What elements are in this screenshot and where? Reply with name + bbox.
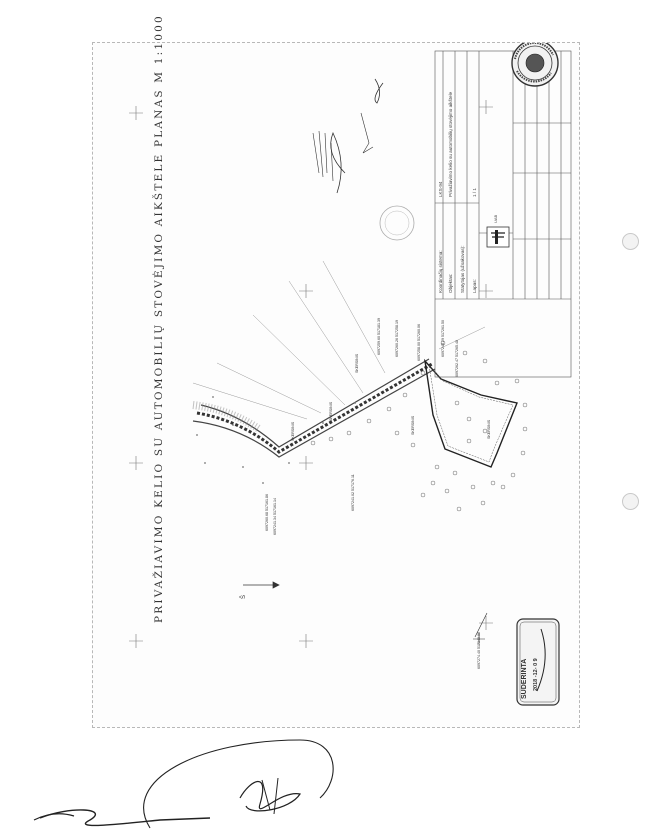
tb-label: Statytojas (užsakovas): — [460, 245, 465, 293]
tb-value: LKS-94 — [438, 181, 443, 197]
feature-label: SKERSINIS — [487, 419, 491, 439]
coordinate-label: 6097241.02 517176.11 — [351, 474, 355, 511]
signature-stamps — [313, 79, 383, 193]
coordinate-label: 6097260.68 517161.86 — [265, 494, 269, 531]
north-arrow-icon — [243, 582, 279, 588]
site-plan-drawing — [93, 43, 579, 727]
coordinate-label: 6097241.34 517161.14 — [273, 498, 277, 535]
drawing-title: PRIVAŽIAVIMO KELIO SU AUTOMOBILIŲ STOVĖJIMO AIKŠTELE PLANAS M 1:1000 — [153, 14, 165, 623]
feature-label: SKERSINIS — [329, 401, 333, 421]
feature-label: SKERSINIS — [411, 415, 415, 435]
coordinate-label: 6097274.40 517340.00 — [477, 632, 481, 669]
coordinate-label: 6097258.00 517260.06 — [417, 324, 421, 361]
title-block — [435, 51, 571, 377]
tb-label: Objektas: — [448, 273, 453, 293]
tree-symbols — [311, 341, 527, 511]
tb-value: 1 / 1 — [472, 188, 477, 197]
feature-label: SKERSINIS — [291, 421, 295, 441]
coordinate-label: 6097248.29 517261.50 — [441, 320, 445, 357]
drawing-sheet — [92, 14, 580, 728]
firm-logo — [487, 227, 509, 247]
coordinate-label: 6097259.60 517181.39 — [377, 318, 381, 355]
approval-label: SUDERINTA — [521, 658, 528, 699]
coordinate-label: 6097262.47 517265.48 — [455, 340, 459, 377]
access-road — [193, 359, 435, 457]
punch-hole — [622, 493, 639, 510]
faint-stamp — [380, 206, 414, 240]
punch-hole — [622, 233, 639, 250]
handwritten-signatures — [0, 720, 655, 839]
company-seal — [512, 43, 558, 86]
north-label: Š — [241, 594, 247, 599]
coordinate-label: 6097260.26 517258.19 — [395, 320, 399, 357]
feature-label: SKERSINIS — [355, 353, 359, 373]
approval-date: 2018 -12- 0 9 — [533, 658, 539, 691]
tb-value: Privažiavimo kelio su automobilių stovėjimo aikštele — [448, 91, 453, 197]
tb-label: Koordinačių sistema: — [438, 250, 443, 293]
firm-name: UAB — [493, 214, 498, 223]
tb-label: Lapas: — [472, 279, 477, 293]
